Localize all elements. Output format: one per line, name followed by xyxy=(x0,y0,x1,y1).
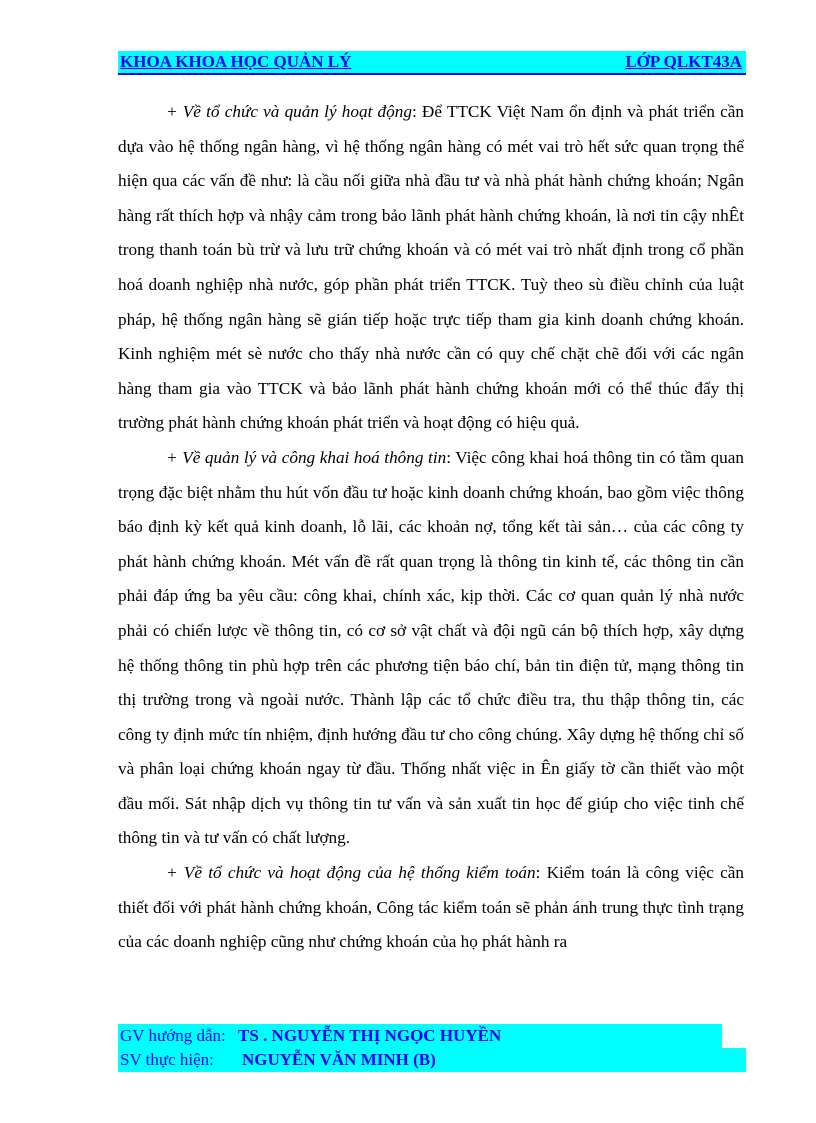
paragraph-information xyxy=(118,441,744,856)
paragraph-audit xyxy=(118,856,744,960)
paragraph-text: : Để TTCK Việt Nam ổn định và phát triển cần dựa vào hệ thống ngân hàng, vì hệ thống ngân hàng có mét vai trò hết sức quan trọng thể hiện qua các vấn đề như: là cầu nối giữa nhà đầu tư và nhà phát hành chứng khoán; Ngân hàng rất thích hợp và nhậy cảm trong bảo lãnh phát hành chứng khoán, là nơi tin cậy nhÊt trong thanh toán bù trừ và lưu trữ chứng khoán và có mét vai trò nhất định trong cổ phần hoá doanh nghiệp nhà nước, góp phần phát triển TTCK. Tuỳ theo sù điều chỉnh của luật pháp, hệ thống ngân hàng sẽ gián tiếp hoặc trực tiếp tham gia kinh doanh chứng khoán. Kinh nghiệm mét sè nước cho thấy nhà nước cần có quy chế chặt chẽ đối với các ngân hàng tham gia vào TTCK và bảo lãnh phát hành chứng khoán mới có thể thúc đẩy thị trường phát hành chứng khoán phát triển và hoạt động có hiệu quả. xyxy=(118,102,744,433)
document-body xyxy=(118,95,744,960)
header-class: LỚP QLKT43A xyxy=(625,52,742,71)
advisor-label: GV hướng dẫn: xyxy=(120,1026,226,1045)
paragraph-text: : Việc công khai hoá thông tin có tầm quan trọng đặc biệt nhằm thu hút vốn đầu tư hoặc kinh doanh chứng khoán, bao gồm việc thông báo định kỳ kết quả kinh doanh, lỗ lãi, các khoản nợ, tổng kết tài sản… của các công ty phát hành chứng khoán. Mét vấn đề rất quan trọng là thông tin kinh tế, các thông tin cần phải đáp ứng ba yêu cầu: công khai, chính xác, kịp thời. Các cơ quan quản lý nhà nước phải có chiến lược về thông tin, có cơ sở vật chất và đội ngũ cán bộ thích hợp, xây dựng hệ thống thông tin phù hợp trên các phương tiện báo chí, bản tin điện tử, mạng thông tin thị trường trong và ngoài nước. Thành lập các tổ chức điều tra, thu thập thông tin, các công ty định mức tín nhiệm, định hướng đầu tư cho công chúng. Xây dựng hệ thống chỉ số và phân loại chứng khoán ngay từ đầu. Thống nhất việc in Ên giấy tờ cần thiết vào một đầu mối. Sát nhập dịch vụ thông tin tư vấn và sản xuất tin học để giúp cho việc tinh chế thông tin và tư vấn có chất lượng. xyxy=(118,447,744,848)
paragraph-heading: + Về tổ chức và quản lý hoạt động xyxy=(166,102,412,121)
advisor-name: TS . NGUYỄN THỊ NGỌC HUYỀN xyxy=(238,1026,502,1045)
header-faculty: KHOA KHOA HỌC QUẢN LÝ xyxy=(120,52,352,71)
paragraph-heading: + Về tổ chức và hoạt động của hệ thống kiểm toán xyxy=(166,863,536,883)
paragraph-heading: + Về quản lý và công khai hoá thông tin xyxy=(166,447,447,467)
page-header xyxy=(118,51,746,75)
student-row xyxy=(118,1048,746,1072)
paragraph-text: : Kiểm toán là công việc cần thiết đối với phát hành chứng khoán, Công tác kiểm toán sẽ phản ánh trung thực tình trạng của các doanh nghiệp cũng như chứng khoán của họ phát hành ra xyxy=(118,863,745,952)
student-name: NGUYỄN VĂN MINH (B) xyxy=(242,1050,436,1069)
advisor-row xyxy=(118,1024,722,1048)
student-label: SV thực hiện: xyxy=(120,1050,214,1069)
paragraph-organization xyxy=(118,95,744,441)
page-footer xyxy=(118,1024,746,1072)
